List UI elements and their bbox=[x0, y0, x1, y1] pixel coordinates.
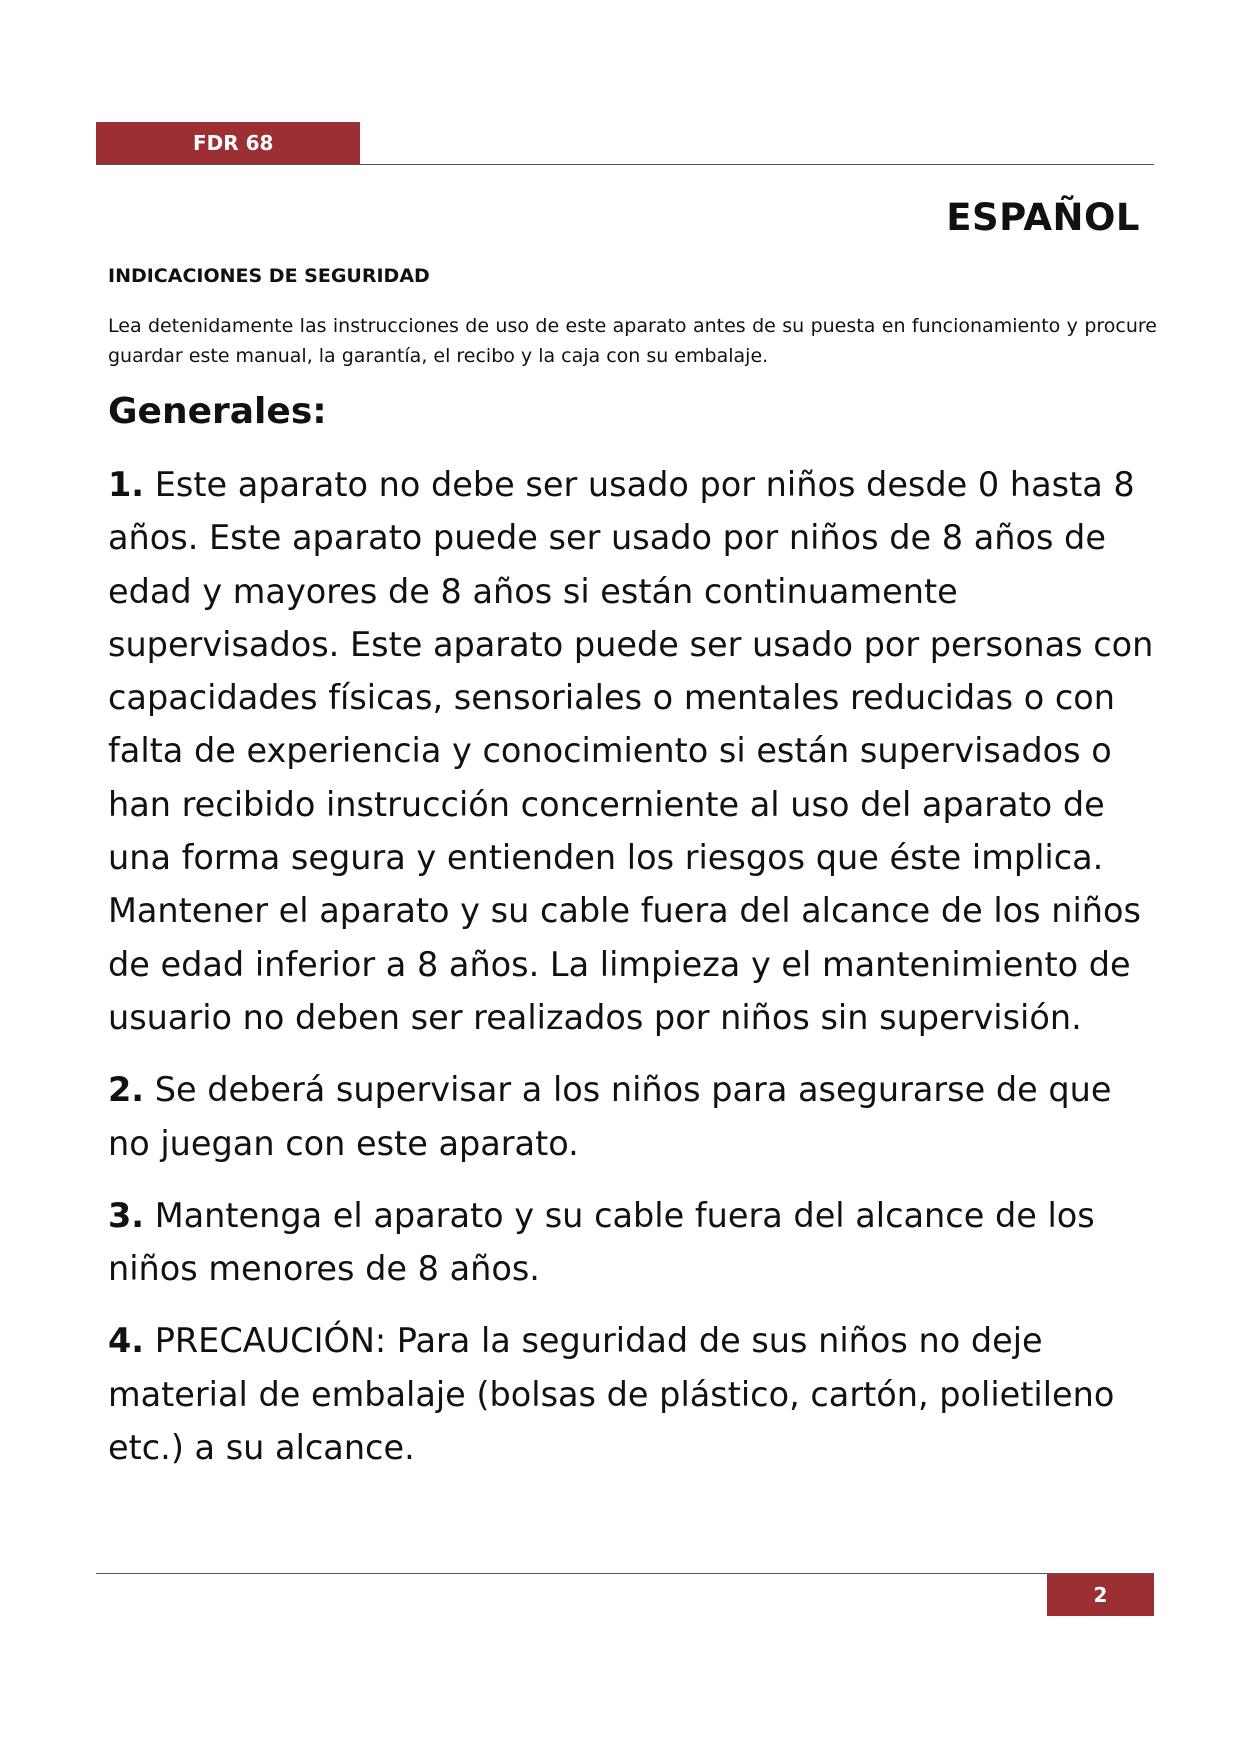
safety-section-title: INDICACIONES DE SEGURIDAD bbox=[108, 265, 430, 287]
safety-item bbox=[108, 1063, 1158, 1170]
item-number: 3. bbox=[108, 1195, 145, 1235]
general-subheading: Generales: bbox=[108, 391, 327, 432]
safety-item bbox=[108, 1314, 1158, 1474]
item-text: Se deberá supervisar a los niños para asegurarse de que no juegan con este aparato. bbox=[108, 1070, 1112, 1163]
footer-divider bbox=[96, 1573, 1154, 1574]
item-number: 2. bbox=[108, 1070, 145, 1110]
language-heading: ESPAÑOL bbox=[946, 196, 1140, 239]
header-divider bbox=[96, 164, 1154, 165]
item-text: PRECAUCIÓN: Para la seguridad de sus niños no deje material de embalaje (bolsas de plástico, cartón, polietileno etc.) a su alcance. bbox=[108, 1321, 1115, 1468]
model-label-tab: FDR 68 bbox=[96, 122, 360, 164]
item-number: 4. bbox=[108, 1321, 145, 1361]
item-number: 1. bbox=[108, 465, 145, 504]
page-number-badge: 2 bbox=[1047, 1574, 1154, 1616]
item-text: Mantenga el aparato y su cable fuera del alcance de los niños menores de 8 años. bbox=[108, 1195, 1095, 1289]
item-text: Este aparato no debe ser usado por niños desde 0 hasta 8 años. Este aparato puede ser usado por niños de 8 años de edad y mayores de 8 años si están continuamente supervisados. Este aparato puede ser usado por personas con capacidades físicas, sensoriales o mentales reducidas o con falta de experiencia y conocimiento si están supervisados o han recibido instrucción concerniente al uso del aparato de una forma segura y entienden los riesgos que éste implica. Mantener el aparato y su cable fuera del alcance de los niños de edad inferior a 8 años. La limpieza y el mantenimiento de usuario no deben ser realizados por niños sin supervisión. bbox=[108, 465, 1154, 1037]
safety-items-list bbox=[108, 458, 1158, 1493]
safety-intro-paragraph: Lea detenidamente las instrucciones de uso de este aparato antes de su puesta en funcionamiento y procure guardar este manual, la garantía, el recibo y la caja con su embalaje. bbox=[108, 315, 1157, 367]
safety-item bbox=[108, 1189, 1158, 1296]
safety-item bbox=[108, 458, 1158, 1044]
